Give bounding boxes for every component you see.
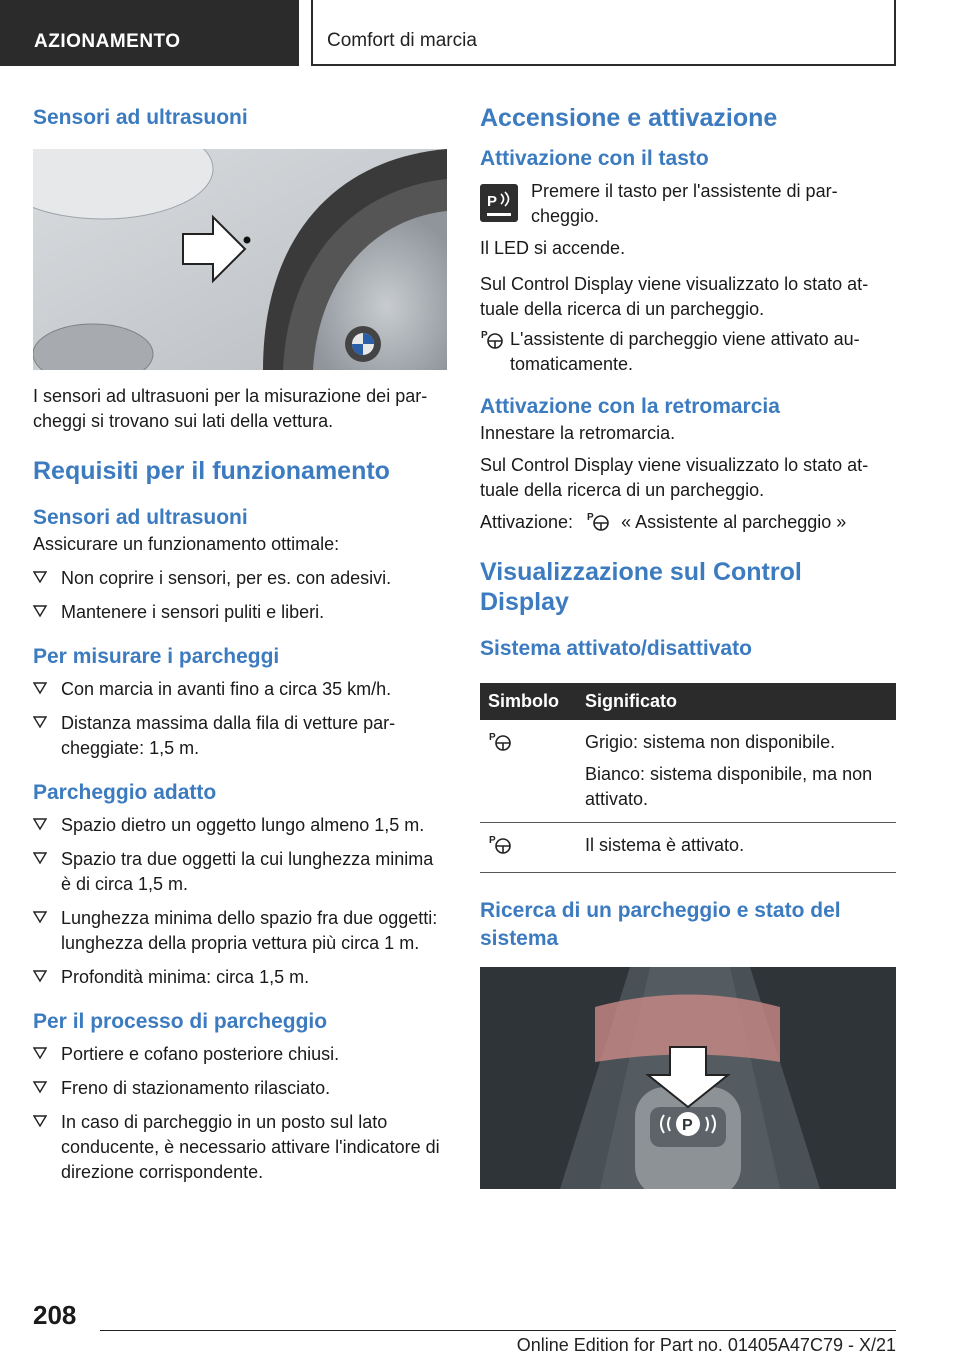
heading-retro: Attivazione con la retromarcia — [480, 395, 780, 418]
heading-tasto: Attivazione con il tasto — [480, 147, 709, 170]
col-header-symbol: Simbolo — [480, 683, 577, 720]
attivazione-line: Attivazione: P « Assistente al parcheggio » — [480, 512, 847, 532]
bullet-triangle-icon — [33, 851, 47, 865]
row1-grey: Grigio: sistema non disponibile. — [585, 732, 836, 752]
list-item: Distanza massima dalla fila di vetture parcheggiate: 1,5 m. — [33, 711, 447, 761]
heading-sensors: Sensori ad ultrasuoni — [33, 106, 248, 129]
heading-processo: Per il processo di parcheggio — [33, 1010, 328, 1033]
misurare-list — [33, 677, 447, 761]
left-column — [33, 100, 447, 1185]
heading-requisiti: Requisiti per il funzionamento — [33, 457, 390, 485]
bullet-triangle-icon — [33, 570, 47, 584]
sensori-list — [33, 566, 447, 625]
heading-ricerca: Ricerca di un parcheggio e stato del sistema — [480, 899, 841, 950]
display-text-1: Sul Control Display viene visualizzato lo stato attuale della ricerca di un parcheggio. — [480, 274, 869, 319]
list-item: Con marcia in avanti fino a circa 35 km/h. — [33, 677, 447, 702]
right-column — [480, 100, 896, 1189]
svg-text:P: P — [587, 512, 594, 523]
heading-adatto: Parcheggio adatto — [33, 781, 217, 804]
parking-display-illustration — [480, 967, 896, 1189]
svg-text:P: P — [489, 732, 496, 743]
svg-text:P: P — [489, 835, 496, 846]
processo-list — [33, 1042, 447, 1185]
page-header — [0, 0, 960, 66]
footer-divider — [100, 1330, 896, 1331]
parking-steering-active-icon — [488, 833, 514, 855]
led-text: Il LED si accende. — [480, 238, 626, 258]
parking-steering-icon — [586, 510, 612, 532]
svg-text:P: P — [682, 1117, 693, 1134]
heading-visualizzazione: Visualizzazione sul Control Display — [480, 558, 802, 616]
tasto-block — [480, 179, 896, 231]
heading-sistema: Sistema attivato/disattivato — [480, 637, 752, 660]
chapter-tab: Comfort di marcia — [311, 0, 896, 66]
list-item: Portiere e cofano posteriore chiusi. — [33, 1042, 447, 1067]
list-item: Lunghezza minima dello spazio fra due oggetti: lunghezza della propria vettura più circa 1 m. — [33, 906, 447, 956]
car-wheel-illustration — [33, 149, 447, 370]
col-header-meaning: Significato — [577, 683, 896, 720]
list-item: Non coprire i sensori, per es. con adesivi. — [33, 566, 447, 591]
control-display-image — [480, 967, 896, 1189]
bullet-triangle-icon — [33, 604, 47, 618]
auto-activation-text: P L'assistente di parcheggio viene attivato automaticamente. — [481, 329, 860, 374]
heading-sensori-2: Sensori ad ultrasuoni — [33, 506, 248, 529]
retro-text: Innestare la retromarcia. — [480, 423, 676, 443]
svg-text:P: P — [481, 330, 488, 341]
tasto-text: Premere il tasto per l'assistente di parcheggio. — [531, 181, 838, 226]
symbol-table — [480, 683, 896, 873]
heading-accensione: Accensione e attivazione — [480, 104, 778, 132]
sensori-intro: Assicurare un funzionamento ottimale: — [33, 534, 340, 554]
footer-edition: Online Edition for Part no. 01405A47C79 - X/21 — [516, 1335, 896, 1355]
list-item: Profondità minima: circa 1,5 m. — [33, 965, 447, 990]
list-item: Spazio dietro un oggetto lungo almeno 1,5 m. — [33, 813, 447, 838]
section-tab: AZIONAMENTO — [0, 0, 299, 66]
sensor-caption: I sensori ad ultrasuoni per la misurazione dei parcheggi si trovano sui lati della vettura. — [33, 386, 428, 431]
heading-misurare: Per misurare i parcheggi — [33, 645, 280, 668]
row1-white: Bianco: sistema disponibile, ma non attivato. — [585, 764, 873, 809]
list-item: In caso di parcheggio in un posto sul lato conducente, è necessario attivare l'indicatore di direzione corrispondente. — [33, 1110, 447, 1185]
bullet-triangle-icon — [33, 910, 47, 924]
svg-text:P: P — [487, 193, 498, 210]
list-item: Mantenere i sensori puliti e liberi. — [33, 600, 447, 625]
adatto-list — [33, 813, 447, 990]
table-row — [480, 720, 896, 823]
bullet-triangle-icon — [33, 969, 47, 983]
parking-assistant-button-icon — [480, 184, 518, 222]
page-number: 208 — [33, 1300, 77, 1330]
display-text-2: Sul Control Display viene visualizzato lo stato attuale della ricerca di un parcheggio. — [480, 455, 869, 500]
bullet-triangle-icon — [33, 1046, 47, 1060]
bullet-triangle-icon — [33, 1080, 47, 1094]
bullet-triangle-icon — [33, 817, 47, 831]
bullet-triangle-icon — [33, 681, 47, 695]
parking-steering-icon — [480, 328, 506, 350]
list-item: Freno di stazionamento rilasciato. — [33, 1076, 447, 1101]
sensor-location-image — [33, 149, 447, 370]
parking-steering-icon — [488, 730, 514, 752]
list-item: Spazio tra due oggetti la cui lunghezza minima è di circa 1,5 m. — [33, 847, 447, 897]
row2-active: Il sistema è attivato. — [577, 823, 896, 873]
bullet-triangle-icon — [33, 715, 47, 729]
bullet-triangle-icon — [33, 1114, 47, 1128]
table-row — [480, 823, 896, 873]
